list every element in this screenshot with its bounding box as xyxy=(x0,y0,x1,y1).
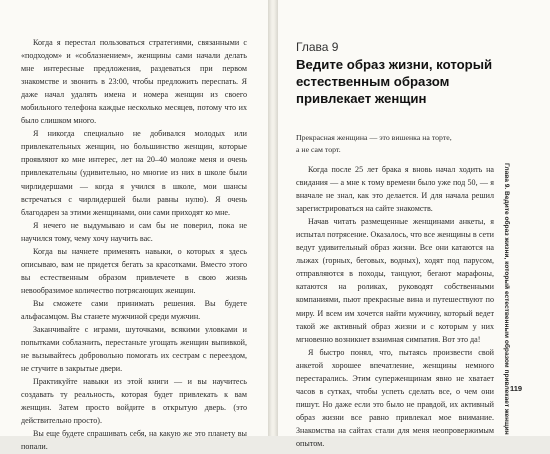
chapter-title: Ведите образ жизни, который естественным образом привлекает женщин xyxy=(296,57,493,106)
epigraph-line: Прекрасная женщина — это вишенка на торте, xyxy=(296,133,452,142)
paragraph: Я быстро понял, что, пытаясь произвести свой анкетой хорошее впечатление, женщины немного перестарались. Этим суперженщинам явно не хватает часов в сутках, чтобы успеть сделать все, о чем они пишут. Но даже если это было не правдой, их активный образ жизни все равно привлекал мое внимание. Знакомства на сайтах стали для меня неопровержимым опытом. xyxy=(296,347,494,448)
paragraph: Начав читать размещенные женщинами анкеты, я испытал потрясение. Оказалось, что все женщины в сети ведут удивительный образ жизни. Все они катаются на лыжах (горных, беговых, водных), ходят под парусом, отправляются в походы, танцуют, бегают марафоны, катаются на роликах, руководят собственными компаниями, пьют прекрасные вина и путешествуют по миру. И всем им хочется найти мужчину, который ведет такой же активный образ жизни и с которым у них мгновенно возникнет взаимная симпатия. Вот это да! xyxy=(296,217,494,344)
paragraph: Когда я перестал пользоваться стратегиями, связанными с «подходом» и «соблазнением», женщины сами начали делать мне интересные предложения, раздеваться при первом знакомстве и звонить в 23:00, чтобы предложить переспать. Я даже начал удалять имена и номера женщин из своего мобильного телефона каждые несколько месяцев, потому что их было слишком много. xyxy=(21,38,247,126)
right-page-body xyxy=(296,163,494,450)
paragraph: Вы сможете сами принимать решения. Вы будете альфасамцом. Вы станете мужчиной среди мужчин. xyxy=(21,298,247,321)
paragraph: Вы еще будете спрашивать себя, на какую же это планету вы попали. xyxy=(21,429,247,452)
paragraph: Я никогда специально не добивался молодых или привлекательных женщин, но большинство женщин, которые проявляют ко мне интерес, лет на 20–40 моложе меня и очень привлекательны (удивительно, но многие из них в школе были чирлидершами — когда я учился в школе, мои шансы встречаться с чирлидершей были равны нулю). Я очень благодарен за этими женщинами, они сами приходят ко мне. xyxy=(21,129,247,217)
running-header-text: Глава 9. Ведите образ жизни, который естественным образом привлекает женщин xyxy=(503,163,510,435)
epigraph xyxy=(296,132,476,156)
page-number: 119 xyxy=(510,384,523,393)
paragraph: Я нечего не выдумываю и сам бы не поверил, пока не научился тому, чему хочу научить вас. xyxy=(21,220,247,243)
paragraph: Практикуйте навыки из этой книги — и вы научитесь создавать ту реальность, которая будет привлекать к вам женщин. Затем просто войдите в открытую дверь. (это действительно просто). xyxy=(21,377,247,426)
left-page-body xyxy=(21,36,247,454)
paragraph: Заканчивайте с играми, шуточками, всякими уловками и попытками соблазнить, перестаньте угощать женщин выпивкой, не вызывайтесь добровольно помогать их сестрам с переездом, не стучите в закрытые двери. xyxy=(21,325,247,374)
chapter-label: Глава 9 xyxy=(296,40,339,54)
paragraph: Когда после 25 лет брака я вновь начал ходить на свидания — а мне к тому времени было уже под 50, — я вначале не знал, как это делается. И для начала решил зарегистрироваться на сайте знакомств. xyxy=(296,165,494,214)
book-gutter xyxy=(268,0,278,436)
paragraph: Когда вы начнете применять навыки, о которых я здесь описываю, вам не придется бегать за красотками. Вместо этого вы естественным образом привлечете в свою жизнь невообразимое количество потрясающих женщин. xyxy=(21,246,247,295)
epigraph-line: а не сам торт. xyxy=(296,145,341,154)
